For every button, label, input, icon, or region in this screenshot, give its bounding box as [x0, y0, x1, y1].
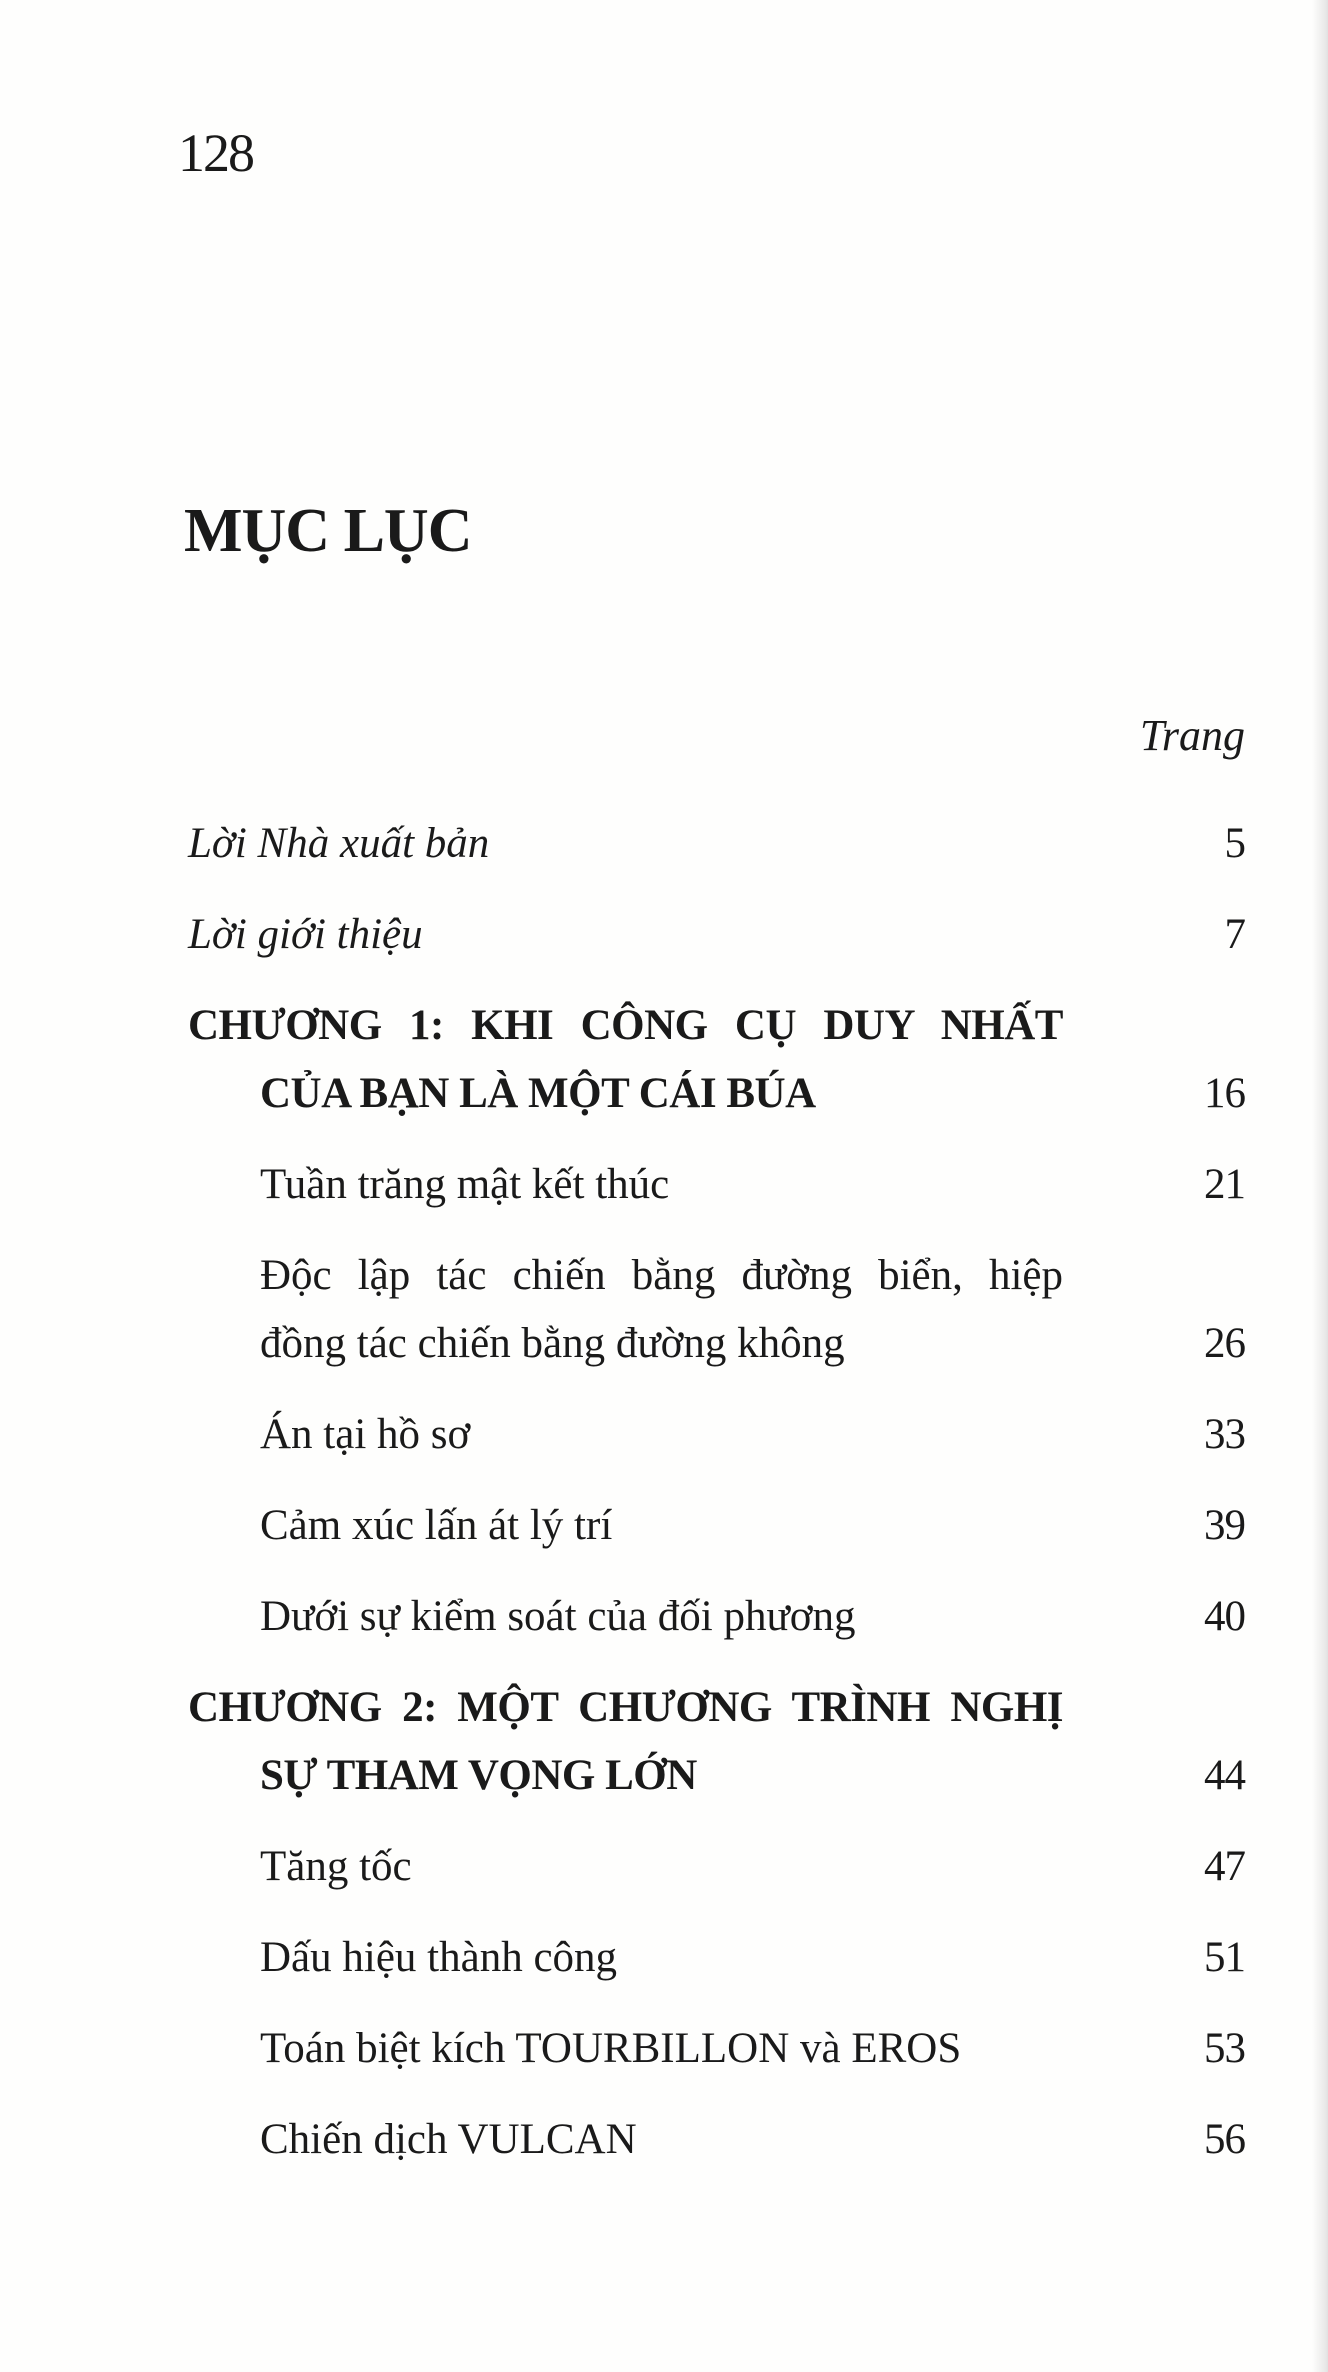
toc-entry-label	[188, 1924, 1063, 1992]
toc-entry-text: Toán biệt kích TOURBILLON và EROS	[260, 2025, 962, 2072]
toc-entry-page: 39	[1204, 1502, 1245, 1549]
toc-entry	[188, 992, 1245, 1128]
toc-entry-label	[188, 1674, 1063, 1810]
toc-entry-label	[188, 1242, 1063, 1378]
toc-entry-page: 16	[1204, 1070, 1245, 1117]
toc-entry-page: 56	[1204, 2116, 1245, 2163]
toc-entry	[188, 2106, 1245, 2174]
toc-entry-label	[188, 1833, 1063, 1901]
toc-entry	[188, 1401, 1245, 1469]
toc-entry-label	[188, 992, 1063, 1128]
toc-entry	[188, 1151, 1245, 1219]
toc-entry-text: đồng tác chiến bằng đường không	[260, 1320, 845, 1367]
toc-entry	[188, 1492, 1245, 1560]
toc-entry-page: 5	[1224, 820, 1245, 867]
toc-entry	[188, 901, 1245, 969]
toc-entry-text: CHƯƠNG 1: KHI CÔNG CỤ DUY NHẤT	[188, 1002, 1063, 1049]
toc-entry	[188, 1833, 1245, 1901]
toc-entry-page: 21	[1204, 1161, 1245, 1208]
page-number-folio: 128	[178, 123, 253, 183]
toc-entry-text: Dấu hiệu thành công	[260, 1934, 618, 1981]
toc-entry-page: 47	[1204, 1843, 1245, 1890]
page-title: MỤC LỤC	[184, 497, 472, 565]
toc-list	[188, 810, 1245, 2197]
toc-entry	[188, 2015, 1245, 2083]
toc-entry-label	[188, 2106, 1063, 2174]
toc-entry-page: 26	[1204, 1320, 1245, 1367]
toc-entry-label	[188, 1401, 1063, 1469]
toc-entry-text: Tuần trăng mật kết thúc	[260, 1161, 670, 1208]
toc-entry-label	[188, 1492, 1063, 1560]
toc-entry-text: Tăng tốc	[260, 1843, 412, 1890]
toc-entry-text: CỦA BẠN LÀ MỘT CÁI BÚA	[260, 1070, 816, 1117]
toc-entry-text: Án tại hồ sơ	[260, 1411, 471, 1458]
toc-entry-label	[188, 2015, 1063, 2083]
toc-entry-label	[188, 810, 1063, 878]
toc-entry-page: 40	[1204, 1593, 1245, 1640]
toc-entry-label	[188, 1151, 1063, 1219]
toc-entry	[188, 1583, 1245, 1651]
toc-entry-label	[188, 901, 1063, 969]
toc-entry-page: 44	[1204, 1752, 1245, 1799]
toc-entry	[188, 1242, 1245, 1378]
scan-edge-shading	[1312, 0, 1328, 2372]
toc-entry-page: 53	[1204, 2025, 1245, 2072]
toc-entry-text: Lời Nhà xuất bản	[188, 820, 490, 867]
page-column-header: Trang	[1139, 711, 1245, 760]
toc-entry	[188, 1924, 1245, 1992]
toc-entry-text: Lời giới thiệu	[188, 911, 423, 958]
toc-entry-text: Cảm xúc lấn át lý trí	[260, 1502, 613, 1549]
toc-entry-page: 33	[1204, 1411, 1245, 1458]
toc-entry-text: Độc lập tác chiến bằng đường biển, hiệp	[260, 1252, 1063, 1299]
toc-entry-text: Chiến dịch VULCAN	[260, 2116, 637, 2163]
toc-entry-text: SỰ THAM VỌNG LỚN	[260, 1752, 697, 1799]
toc-entry-text: CHƯƠNG 2: MỘT CHƯƠNG TRÌNH NGHỊ	[188, 1684, 1063, 1731]
toc-entry	[188, 810, 1245, 878]
toc-entry-text: Dưới sự kiểm soát của đối phương	[260, 1593, 856, 1640]
toc-entry	[188, 1674, 1245, 1810]
toc-entry-page: 51	[1204, 1934, 1245, 1981]
toc-entry-page: 7	[1224, 911, 1245, 958]
toc-entry-label	[188, 1583, 1063, 1651]
